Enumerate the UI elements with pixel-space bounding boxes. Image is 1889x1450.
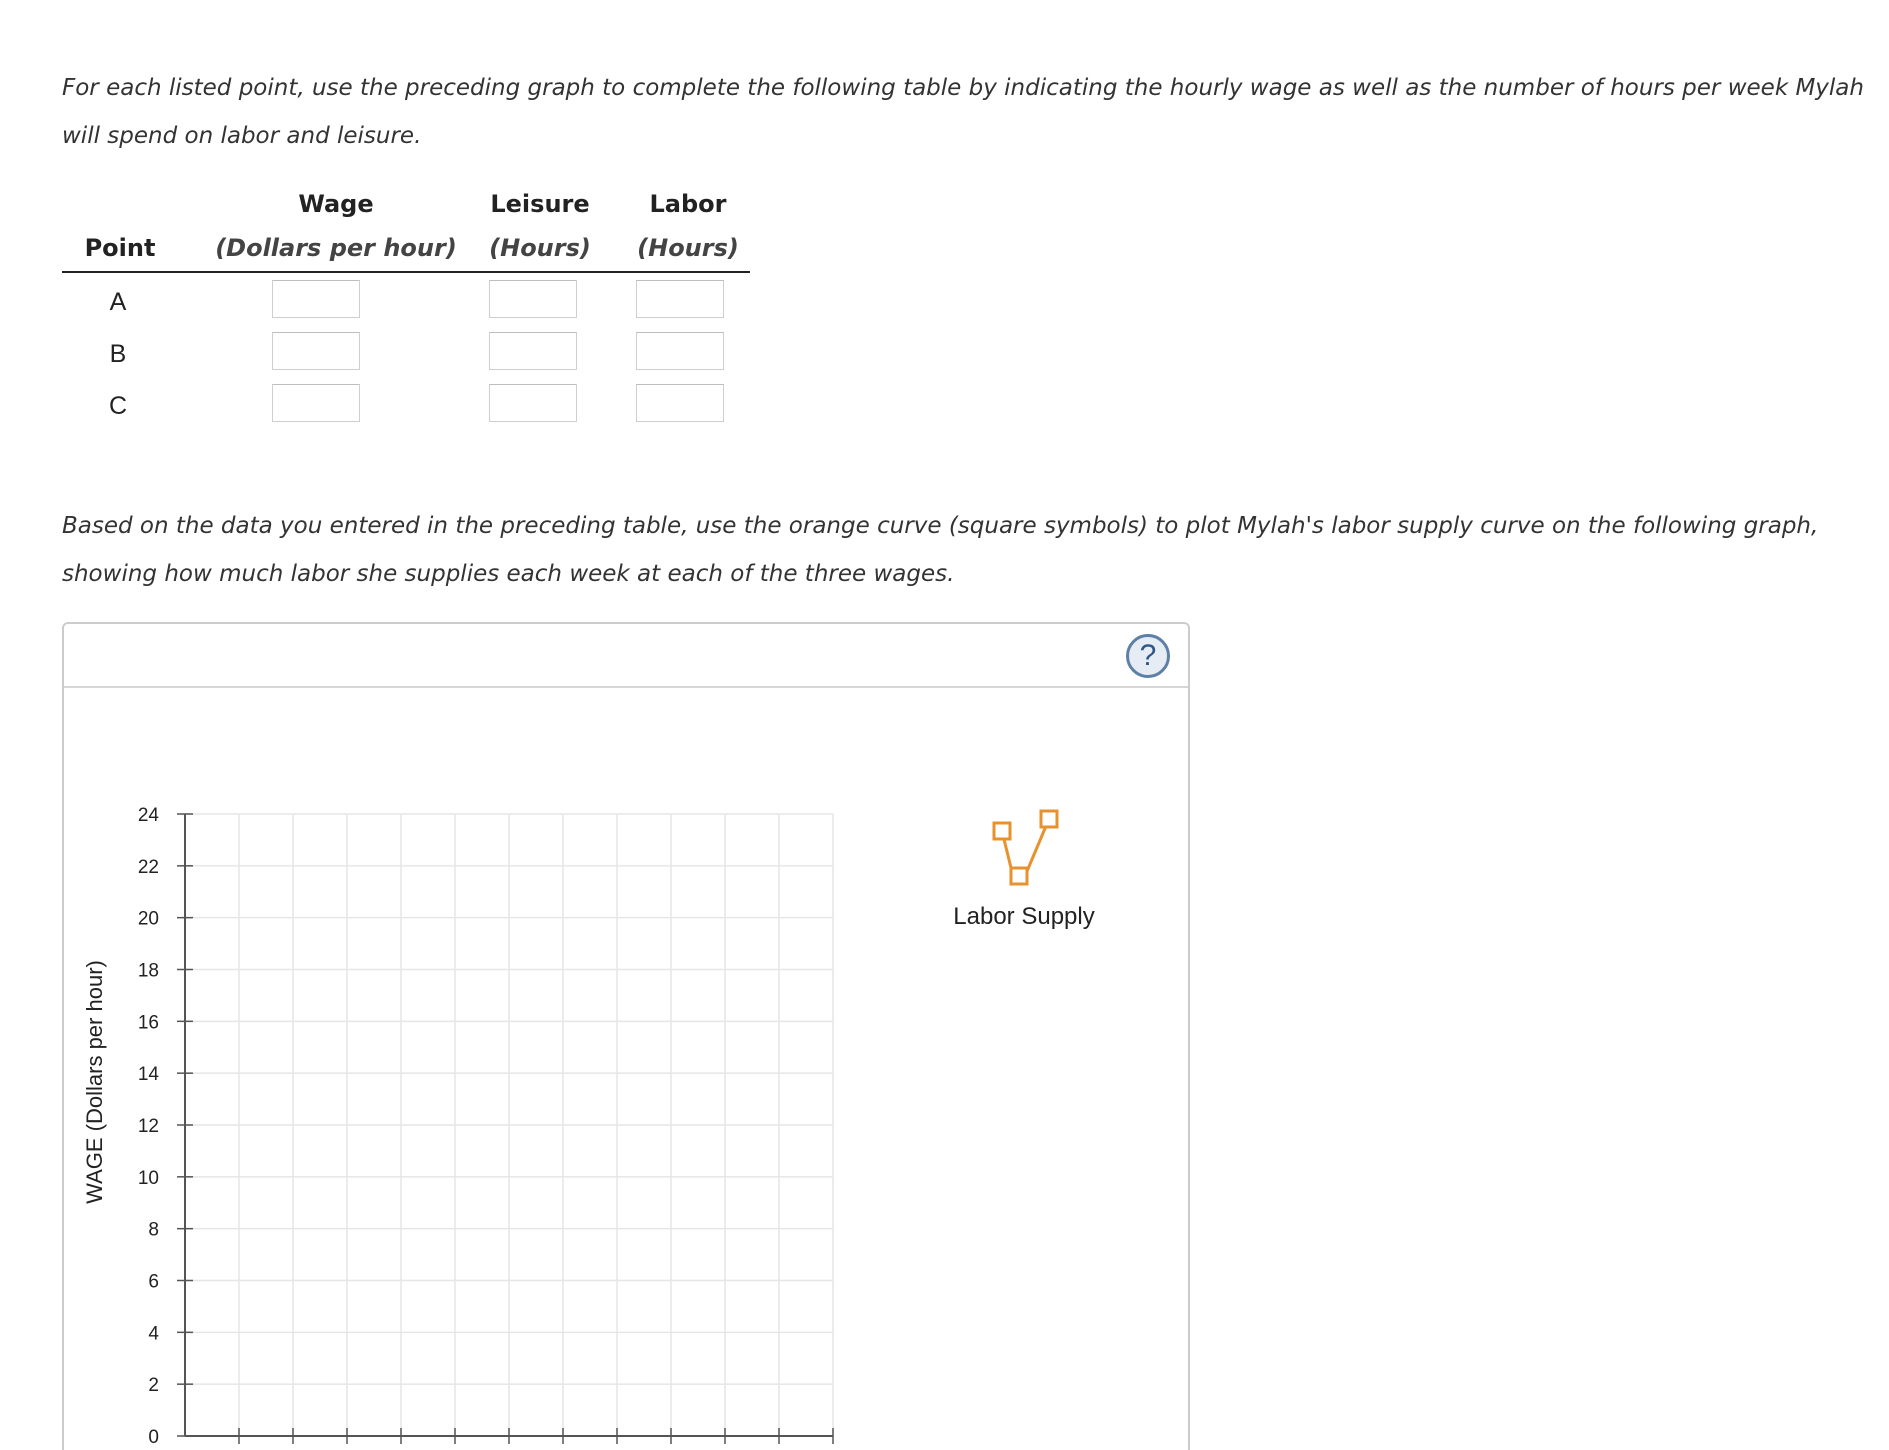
- y-tick-label: 0: [148, 1427, 159, 1448]
- y-tick-label: 2: [148, 1375, 159, 1397]
- wage-input-a[interactable]: [272, 280, 360, 318]
- row-label-c: C: [108, 392, 128, 420]
- labor-input-a[interactable]: [636, 280, 724, 318]
- labor-supply-curve-tool[interactable]: [953, 811, 1094, 930]
- graph-instructions: Based on the data you entered in the preceding table, use the orange curve (square symbols) to plot Mylah's labor supply curve on the following graph, showing how much labor she supplies each week at each of the three wages.: [62, 513, 1819, 587]
- question-mark-icon: ?: [1139, 639, 1157, 672]
- labor-input-b[interactable]: [636, 332, 724, 370]
- header-wage-unit: (Dollars per hour): [215, 234, 457, 262]
- header-leisure: Leisure: [490, 190, 590, 218]
- y-tick-label: 20: [137, 908, 159, 930]
- y-tick-label: 22: [137, 856, 159, 878]
- labor-input-c[interactable]: [636, 384, 724, 422]
- legend-square-marker-left: [994, 823, 1010, 839]
- header-labor: Labor: [649, 190, 727, 218]
- table-header-divider: [62, 271, 750, 273]
- y-tick-label: 12: [137, 1116, 159, 1137]
- row-label-a: A: [109, 288, 127, 316]
- header-point: Point: [84, 234, 156, 262]
- graph-panel: [62, 622, 1190, 1450]
- y-tick-label: 6: [148, 1271, 159, 1293]
- row-label-b: B: [109, 340, 127, 368]
- y-tick-label: 18: [137, 960, 159, 982]
- wage-input-c[interactable]: [272, 384, 360, 422]
- leisure-input-a[interactable]: [489, 280, 577, 318]
- y-tick-label: 10: [137, 1167, 159, 1189]
- y-axis-title: WAGE (Dollars per hour): [82, 960, 107, 1204]
- header-labor-unit: (Hours): [637, 234, 739, 262]
- y-tick-label: 8: [148, 1219, 159, 1241]
- leisure-input-b[interactable]: [489, 332, 577, 370]
- header-wage: Wage: [298, 190, 374, 218]
- y-tick-label: 24: [137, 805, 159, 826]
- header-leisure-unit: (Hours): [489, 234, 591, 262]
- axis-layer: [138, 805, 833, 1448]
- y-tick-label: 4: [148, 1323, 159, 1345]
- table-instructions: For each listed point, use the preceding graph to complete the following table by indicating the hourly wage as well as the number of hours per week Mylah will spend on labor and leisure.: [62, 75, 1864, 149]
- legend-square-marker-bottom: [1011, 868, 1027, 884]
- y-tick-label: 16: [137, 1012, 159, 1034]
- leisure-input-c[interactable]: [489, 384, 577, 422]
- grid-layer: [185, 814, 833, 1436]
- y-tick-label: 14: [137, 1064, 159, 1086]
- legend-label: Labor Supply: [953, 903, 1095, 930]
- wage-input-b[interactable]: [272, 332, 360, 370]
- labor-supply-graph[interactable]: [64, 624, 1188, 1450]
- legend-square-marker-right: [1041, 811, 1057, 827]
